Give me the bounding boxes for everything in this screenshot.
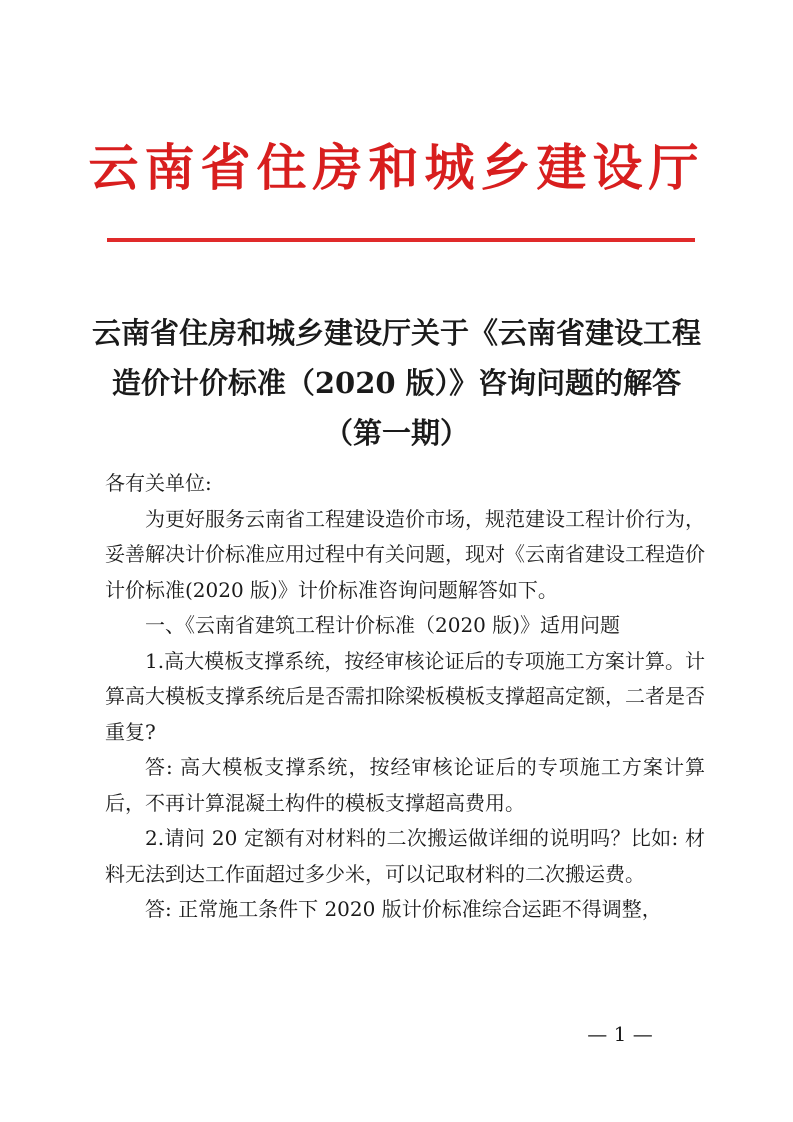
document-title	[60, 308, 733, 458]
question-1: 1.高大模板支撑系统，按经审核论证后的专项施工方案计算。计算高大模板支撑系统后是否需扣除梁板模板支撑超高定额，二者是否重复?	[105, 648, 705, 744]
document-body	[105, 466, 705, 928]
section-heading: 一、《云南省建筑工程计价标准（2020 版)》适用问题	[145, 613, 621, 637]
title-line-3: （第一期）	[323, 416, 469, 450]
answer-1: 答: 高大模板支撑系统，按经审核论证后的专项施工方案计算后，不再计算混凝土构件的模板支撑超高费用。	[105, 755, 705, 815]
intro-paragraph: 为更好服务云南省工程建设造价市场，规范建设工程计价行为，妥善解决计价标准应用过程中有关问题，现对《云南省建设工程造价计价标准(2020 版)》计价标准咨询问题解答如下。	[105, 506, 705, 602]
agency-letterhead: 云南省住房和城乡建设厅	[88, 138, 705, 197]
question-2: 2.请问 20 定额有对材料的二次搬运做详细的说明吗？比如: 材料无法到达工作面超过多少米，可以记取材料的二次搬运费。	[105, 826, 705, 886]
letterhead-divider	[107, 238, 695, 242]
salutation: 各有关单位:	[105, 471, 212, 495]
answer-2: 答: 正常施工条件下 2020 版计价标准综合运距不得调整，	[145, 897, 662, 921]
page-number: — 1 —	[587, 1022, 653, 1046]
title-line-1: 云南省住房和城乡建设厅关于《云南省建设工程	[91, 316, 701, 350]
title-line-2: 造价计价标准（2020 版）》咨询问题的解答	[111, 366, 682, 400]
